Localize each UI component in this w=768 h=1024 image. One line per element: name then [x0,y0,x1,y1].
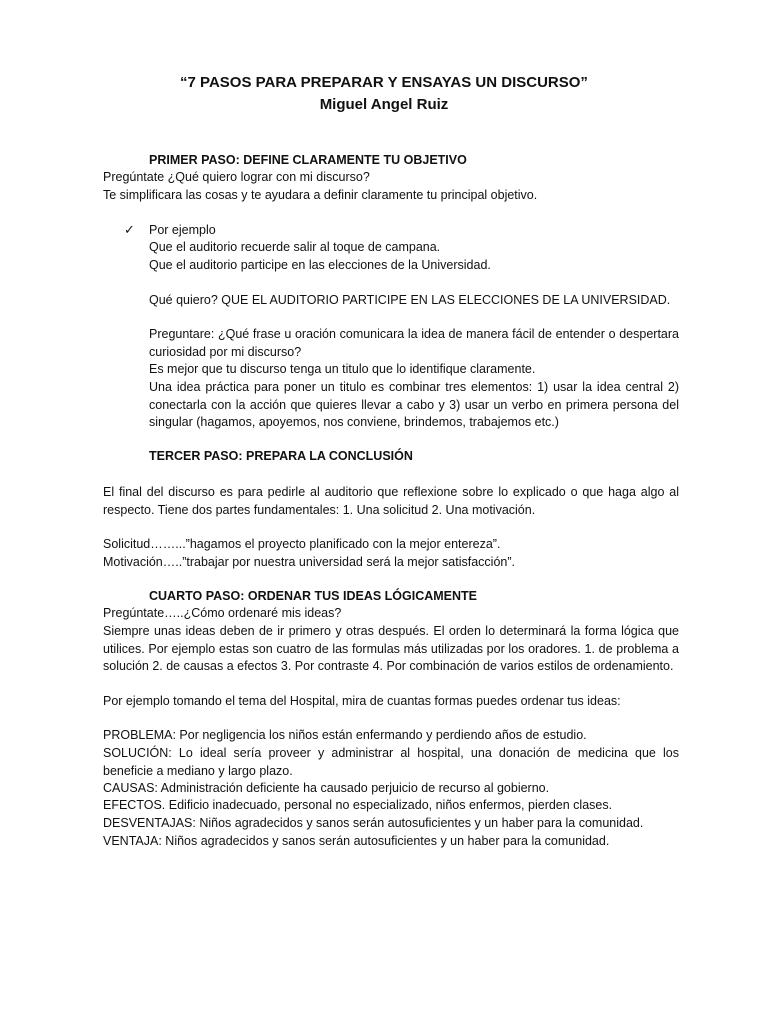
step4-heading: CUARTO PASO: ORDENAR TUS IDEAS LÓGICAMENTE [149,589,478,603]
example-desventajas: DESVENTAJAS: Niños agradecidos y sanos serán autosuficientes y un haber para la comunidad. [103,816,644,830]
step1-question: Pregúntate ¿Qué quiero lograr con mi discurso? [103,170,370,184]
step1-simplify: Te simplificara las cosas y te ayudara a definir claramente tu principal objetivo. [103,188,538,202]
que-quiero-text: Qué quiero? QUE EL AUDITORIO PARTICIPE EN LAS ELECCIONES DE LA UNIVERSIDAD. [149,293,671,307]
checkmark-icon: ✓ [124,222,135,237]
step3-heading: TERCER PASO: PREPARA LA CONCLUSIÓN [149,449,413,463]
preguntare-paragraph: Preguntare: ¿Qué frase u oración comunicara la idea de manera fácil de entender o despertara curiosidad por mi discurso? [149,327,679,359]
hospital-text: Por ejemplo tomando el tema del Hospital, mira de cuantas formas puedes ordenar tus ideas: [103,694,621,708]
document-author: Miguel Angel Ruiz [319,96,449,113]
motivacion-text: Motivación…..”trabajar por nuestra universidad será la mejor satisfacción”. [103,555,515,569]
idea-practica-paragraph: Una idea práctica para poner un titulo es combinar tres elementos: 1) usar la idea central 2) conectarla con la acción que quieres llevar a cabo y 3) usar un verbo en primera persona del singular (hagamos, apoyemos, nos conviene, brindemos, trabajemos etc.) [149,380,679,430]
step4-question: Pregúntate…..¿Cómo ordenaré mis ideas? [103,606,342,620]
example-ventaja: VENTAJA: Niños agradecidos y sanos serán autosuficientes y un haber para la comunidad. [103,834,610,848]
example-problema: PROBLEMA: Por negligencia los niños están enfermando y perdiendo años de estudio. [103,728,587,742]
siempre-paragraph: Siempre unas ideas deben de ir primero y otras después. El orden lo determinará la forma lógica que utilices. Por ejemplo estas son cuatro de las formulas más utilizadas por los oradores. 1. de problema a solución 2. de causas a efectos 3. Por contraste 4. Por combinación de varios estilos de ordenamiento. [103,624,679,674]
example-efectos: EFECTOS. Edificio inadecuado, personal no especializado, niños enfermos, pierden clases. [103,798,613,812]
example-causas: CAUSAS: Administración deficiente ha causado perjuicio de recurso al gobierno. [103,781,550,795]
example-item: Que el auditorio recuerde salir al toque de campana. [149,240,441,254]
mejor-titulo-text: Es mejor que tu discurso tenga un titulo que lo identifique claramente. [149,362,536,376]
solicitud-text: Solicitud……...”hagamos el proyecto planificado con la mejor entereza”. [103,537,501,551]
example-solucion: SOLUCIÓN: Lo ideal sería proveer y administrar al hospital, una donación de medicina que los beneficie a mediano y largo plazo. [103,746,679,778]
document-title: “7 PASOS PARA PREPARAR Y ENSAYAS UN DISCURSO” [180,74,588,91]
step1-heading: PRIMER PASO: DEFINE CLARAMENTE TU OBJETIVO [149,153,467,167]
example-label: Por ejemplo [149,223,216,237]
final-paragraph: El final del discurso es para pedirle al auditorio que reflexione sobre lo explicado o que haga algo al respecto. Tiene dos partes fundamentales: 1. Una solicitud 2. Una motivación. [103,485,679,517]
example-item: Que el auditorio participe en las elecciones de la Universidad. [149,258,491,272]
